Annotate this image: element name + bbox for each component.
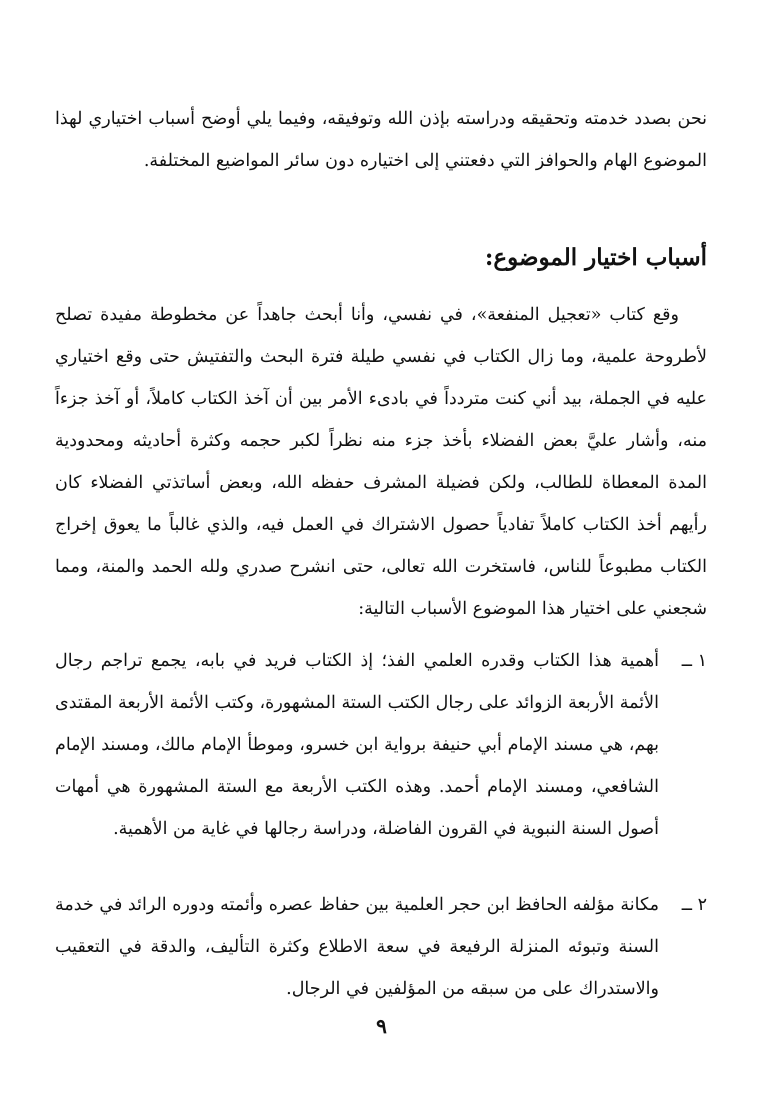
list-item xyxy=(55,884,707,1010)
page-number: ٩ xyxy=(376,1014,387,1038)
list-item xyxy=(55,640,707,850)
list-item-number: ١ ــ xyxy=(681,651,707,671)
list-item-number: ٢ ــ xyxy=(681,895,707,915)
intro-paragraph xyxy=(55,98,707,182)
intro-text: نحن بصدد خدمته وتحقيقه ودراسته بإذن الله وتوفيقه، وفيما يلي أوضح أسباب اختياري لهذا الموضوع الهام والحوافز التي دفعتني إلى اختياره دون سائر المواضيع المختلفة. xyxy=(55,109,707,171)
section-heading: أسباب اختيار الموضوع: xyxy=(484,244,707,271)
list-item-text: أهمية هذا الكتاب وقدره العلمي الفذ؛ إذ الكتاب فريد في بابه، يجمع تراجم رجال الأئمة الأربعة الزوائد على رجال الكتب الستة المشهورة، وكتب الأئمة الأربعة المقتدى بهم، هي مسند الإمام أبي حنيفة برواية ابن خسرو، وموطأ الإمام مالك، ومسند الإمام الشافعي، ومسند الإمام أحمد. وهذه الكتب الأربعة مع الستة المشهورة هي أمهات أصول السنة النبوية في القرون الفاضلة، ودراسة رجالها في غاية من الأهمية. xyxy=(55,651,659,839)
main-paragraph xyxy=(55,294,707,630)
main-text: وقع كتاب «تعجيل المنفعة»، في نفسي، وأنا أبحث جاهداً عن مخطوطة مفيدة تصلح لأطروحة علمية، وما زال الكتاب في نفسي طيلة فترة البحث والتفتيش حتى وقع اختياري عليه في الجملة، بيد أني كنت متردداً في بادىء الأمر بين أن آخذ الكتاب كاملاً، أو آخذ جزءاً منه، وأشار عليَّ بعض الفضلاء بأخذ جزء منه نظراً لكبر حجمه وكثرة أحاديثه ومحدودية المدة المعطاة للطالب، ولكن فضيلة المشرف حفظه الله، وبعض أساتذتي الفضلاء كان رأيهم أخذ الكتاب كاملاً تفادياً حصول الاشتراك في العمل فيه، والذي غالباً ما يعوق إخراج الكتاب مطبوعاً للناس، فاستخرت الله تعالى، حتى انشرح صدري ولله الحمد والمنة، ومما شجعني على اختيار هذا الموضوع الأسباب التالية: xyxy=(55,305,707,619)
list-item-text: مكانة مؤلفه الحافظ ابن حجر العلمية بين حفاظ عصره وأئمته ودوره الرائد في خدمة السنة وتبوئه المنزلة الرفيعة في سعة الاطلاع وكثرة التأليف، والدقة في التعقيب والاستدراك على من سبقه من المؤلفين في الرجال. xyxy=(55,895,659,999)
